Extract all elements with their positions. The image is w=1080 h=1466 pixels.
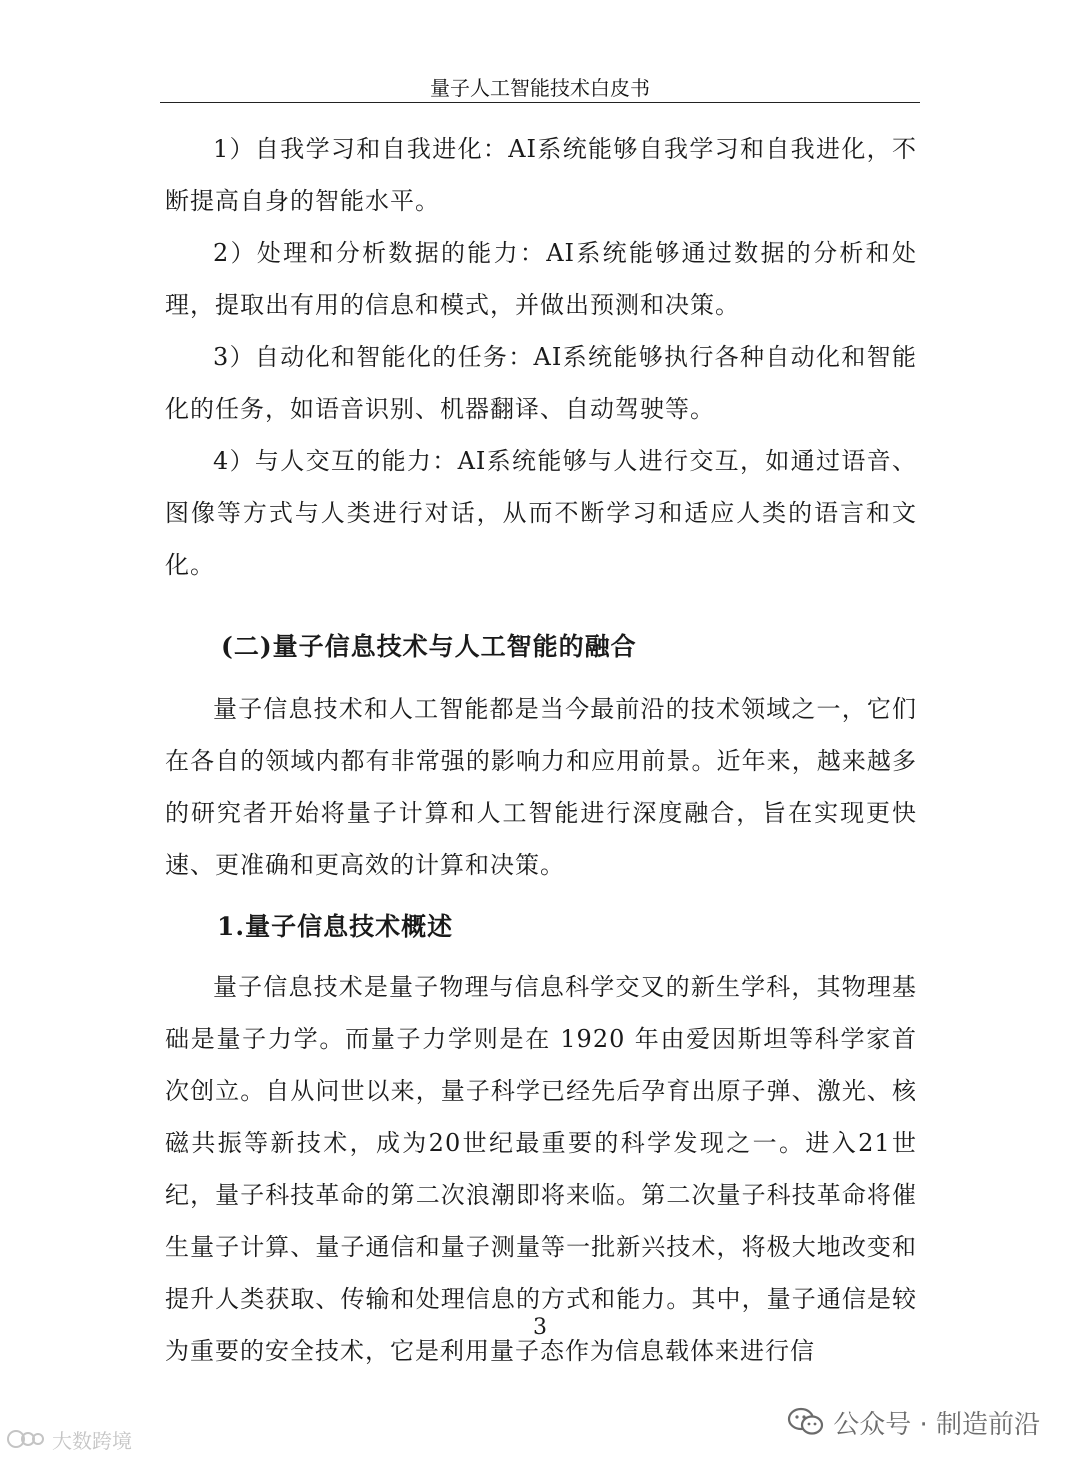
subsection-body-paragraph: 量子信息技术是量子物理与信息科学交叉的新生学科，其物理基础是量子力学。而量子力学则是在 1920 年由爱因斯坦等科学家首次创立。自从问世以来，量子科学已经先后孕育出原子弹、激光、核磁共振等新技术，成为20世纪最重要的科学发现之一。进入21世纪，量子科技革命的第二次浪潮即将来临。第二次量子科技革命将催生量子计算、量子通信和量子测量等一批新兴技术，将极大地改变和提升人类获取、传输和处理信息的方式和能力。其中，量子通信是较为重要的安全技术，它是利用量子态作为信息载体来进行信 [165, 973, 917, 1365]
page-number: 3 [533, 1315, 547, 1340]
watermark-right-text: 公众号 · 制造前沿 [833, 1409, 1040, 1440]
list-item: 2）处理和分析数据的能力：AI系统能够通过数据的分析和处理，提取出有用的信息和模式，并做出预测和决策。 [165, 239, 917, 319]
running-header: 量子人工智能技术白皮书 [430, 76, 650, 100]
list-item: 1）自我学习和自我进化：AI系统能够自我学习和自我进化，不断提高自身的智能水平。 [165, 135, 917, 215]
list-item: 3）自动化和智能化的任务：AI系统能够执行各种自动化和智能化的任务，如语音识别、机器翻译、自动驾驶等。 [165, 343, 917, 423]
watermark-left [6, 1424, 132, 1454]
watermark-left-text: 大数跨境 [52, 1428, 132, 1453]
section-heading: (二)量子信息技术与人工智能的融合 [221, 632, 637, 661]
subsection-heading: 1.量子信息技术概述 [217, 912, 454, 941]
header-rule [160, 102, 920, 103]
list-item: 4）与人交互的能力：AI系统能够与人进行交互，如通过语音、图像等方式与人类进行对话，从而不断学习和适应人类的语言和文化。 [165, 447, 917, 579]
wechat-icon [787, 1406, 825, 1438]
logo-icon [6, 1427, 46, 1451]
watermark-right [787, 1402, 1040, 1442]
page-content [165, 123, 917, 1377]
section-intro-paragraph: 量子信息技术和人工智能都是当今最前沿的技术领域之一，它们在各自的领域内都有非常强的影响力和应用前景。近年来，越来越多的研究者开始将量子计算和人工智能进行深度融合，旨在实现更快速、更准确和更高效的计算和决策。 [165, 695, 917, 879]
